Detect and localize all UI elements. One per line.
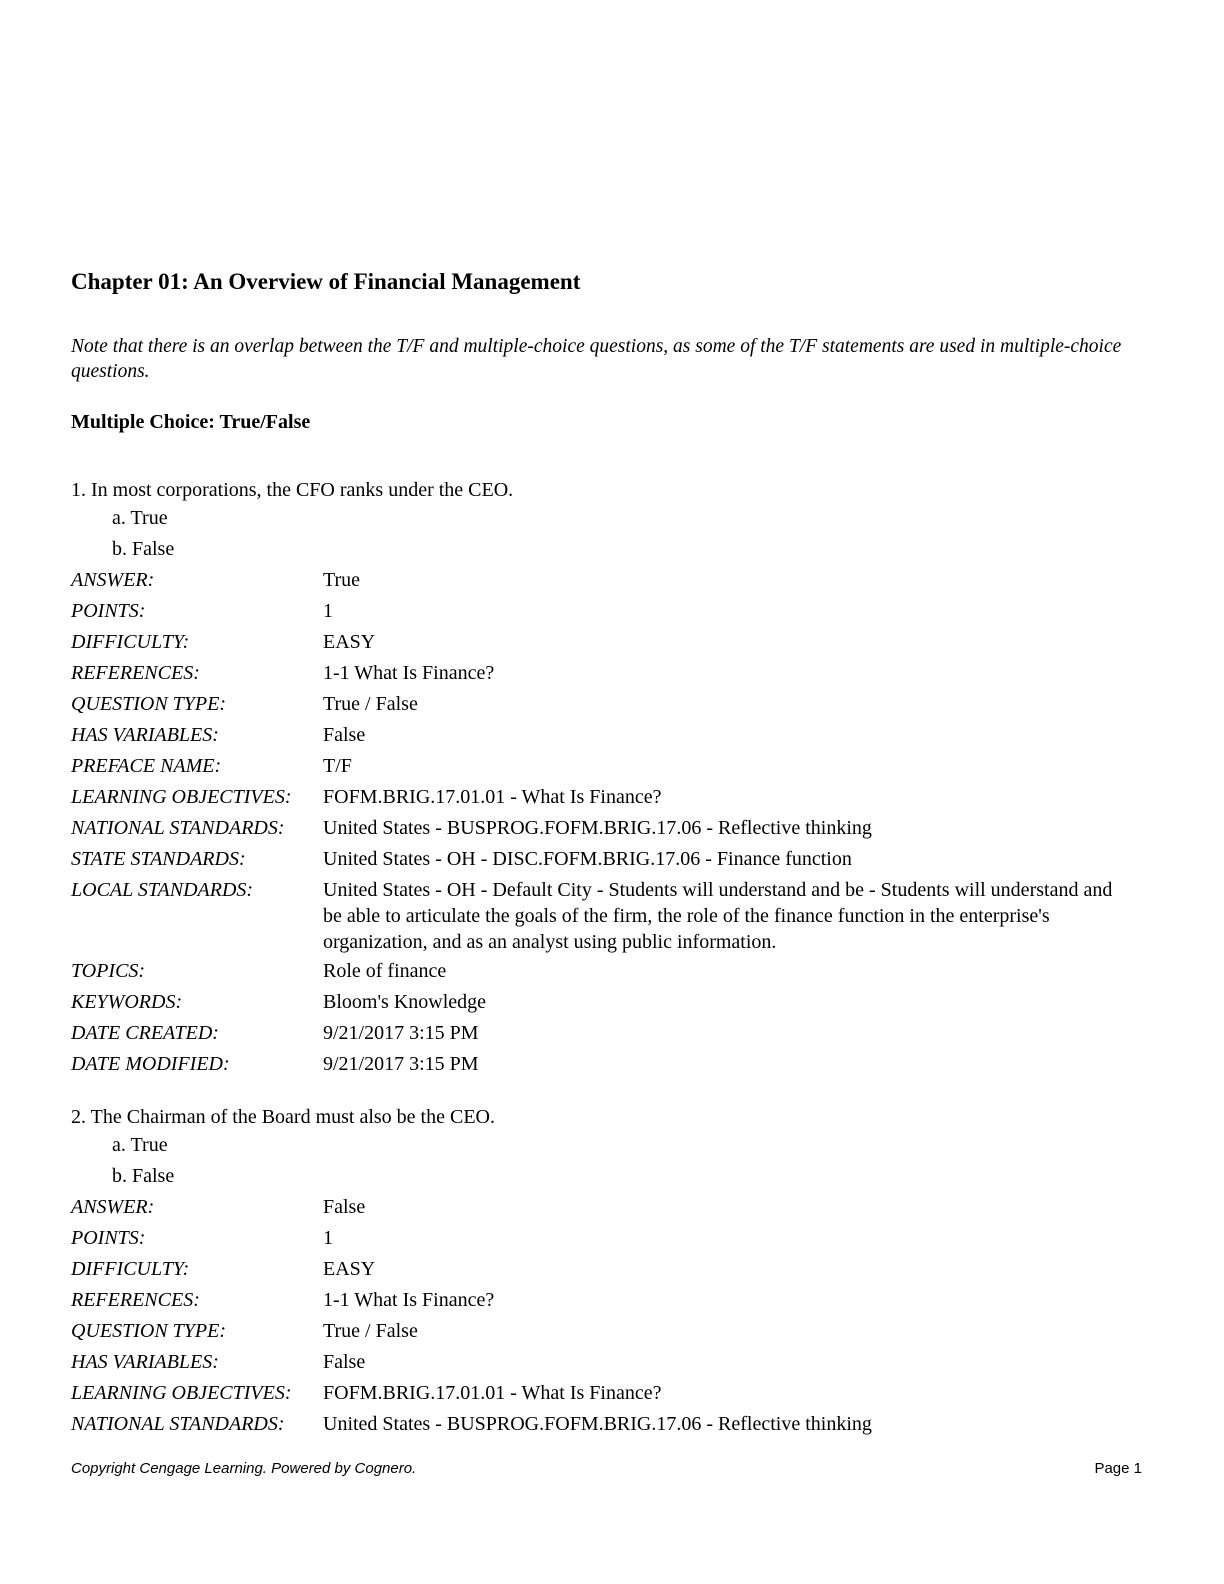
meta-label: ANSWER: [71, 1196, 155, 1218]
meta-row-learning-objectives [71, 784, 1151, 810]
question-text: 2. The Chairman of the Board must also be the CEO. [71, 1106, 495, 1128]
meta-value: False [323, 724, 366, 746]
meta-row-national-standards [71, 1411, 1151, 1437]
meta-label: POINTS: [71, 1227, 146, 1249]
section-heading: Multiple Choice: True/False [71, 411, 311, 433]
meta-value: FOFM.BRIG.17.01.01 - What Is Finance? [323, 1382, 662, 1404]
meta-value: 1 [323, 1227, 333, 1249]
answer-choice: b. False [112, 538, 175, 560]
meta-label: REFERENCES: [71, 1289, 200, 1311]
answer-choice: a. True [112, 1134, 168, 1156]
meta-value: True / False [323, 1320, 418, 1342]
meta-value: EASY [323, 1258, 376, 1280]
meta-label: REFERENCES: [71, 662, 200, 684]
instructions-note: Note that there is an overlap between the T/F and multiple-choice questions, as some of the T/F statements are used in multiple-choice questions. [71, 336, 1122, 382]
meta-label: QUESTION TYPE: [71, 1320, 227, 1342]
meta-value: 9/21/2017 3:15 PM [323, 1022, 479, 1044]
meta-value: 1-1 What Is Finance? [323, 1289, 495, 1311]
meta-value: Role of finance [323, 960, 447, 982]
meta-value: EASY [323, 631, 376, 653]
meta-label: DATE MODIFIED: [71, 1053, 230, 1075]
meta-row-has-variables [71, 722, 1151, 748]
meta-row-date-modified [71, 1051, 1151, 1077]
meta-label: PREFACE NAME: [71, 755, 222, 777]
meta-value: United States - OH - DISC.FOFM.BRIG.17.06 - Finance function [323, 848, 852, 870]
meta-label: ANSWER: [71, 569, 155, 591]
meta-row-question-type [71, 1318, 1151, 1344]
meta-row-points [71, 1225, 1151, 1251]
meta-row-answer [71, 567, 1151, 593]
meta-value: T/F [323, 755, 352, 777]
meta-row-answer [71, 1194, 1151, 1220]
meta-row-local-standards [71, 877, 1151, 955]
meta-row-keywords [71, 989, 1151, 1015]
question-text: 1. In most corporations, the CFO ranks under the CEO. [71, 479, 514, 501]
meta-value: 1-1 What Is Finance? [323, 662, 495, 684]
meta-label: LEARNING OBJECTIVES: [71, 1382, 292, 1404]
meta-label: HAS VARIABLES: [71, 1351, 219, 1373]
meta-row-references [71, 1287, 1151, 1313]
meta-label: NATIONAL STANDARDS: [71, 817, 285, 839]
meta-label: TOPICS: [71, 960, 146, 982]
meta-row-topics [71, 958, 1151, 984]
meta-value: 1 [323, 600, 333, 622]
meta-value: True / False [323, 693, 418, 715]
copyright-footer: Copyright Cengage Learning. Powered by Cognero. [71, 1460, 417, 1477]
page-number: Page 1 [1094, 1460, 1142, 1477]
meta-label: LEARNING OBJECTIVES: [71, 786, 292, 808]
meta-row-difficulty [71, 629, 1151, 655]
answer-choice: b. False [112, 1165, 175, 1187]
meta-value: True [323, 569, 361, 591]
meta-value: 9/21/2017 3:15 PM [323, 1053, 479, 1075]
meta-row-question-type [71, 691, 1151, 717]
meta-value: False [323, 1196, 366, 1218]
meta-row-references [71, 660, 1151, 686]
meta-label: POINTS: [71, 600, 146, 622]
meta-label: KEYWORDS: [71, 991, 183, 1013]
meta-label: QUESTION TYPE: [71, 693, 227, 715]
meta-row-date-created [71, 1020, 1151, 1046]
meta-label: STATE STANDARDS: [71, 848, 246, 870]
answer-choice: a. True [112, 507, 168, 529]
meta-row-national-standards [71, 815, 1151, 841]
page-title: Chapter 01: An Overview of Financial Management [71, 269, 581, 294]
meta-label: DIFFICULTY: [71, 631, 190, 653]
meta-label: NATIONAL STANDARDS: [71, 1413, 285, 1435]
meta-value: FOFM.BRIG.17.01.01 - What Is Finance? [323, 786, 662, 808]
meta-value: Bloom's Knowledge [323, 991, 487, 1013]
meta-label: LOCAL STANDARDS: [71, 879, 254, 901]
meta-row-state-standards [71, 846, 1151, 872]
meta-value: United States - BUSPROG.FOFM.BRIG.17.06 - Reflective thinking [323, 1413, 872, 1435]
meta-row-difficulty [71, 1256, 1151, 1282]
meta-row-preface-name [71, 753, 1151, 779]
meta-value: United States - BUSPROG.FOFM.BRIG.17.06 - Reflective thinking [323, 817, 872, 839]
meta-label: DATE CREATED: [71, 1022, 219, 1044]
meta-label: DIFFICULTY: [71, 1258, 190, 1280]
meta-row-points [71, 598, 1151, 624]
meta-row-has-variables [71, 1349, 1151, 1375]
meta-value: United States - OH - Default City - Students will understand and be - Students will understand and be able to articulate the goals of the firm, the role of the finance function in the enterprise's organization, and as an analyst using public information. [323, 879, 1113, 953]
meta-row-learning-objectives [71, 1380, 1151, 1406]
meta-value: False [323, 1351, 366, 1373]
meta-label: HAS VARIABLES: [71, 724, 219, 746]
